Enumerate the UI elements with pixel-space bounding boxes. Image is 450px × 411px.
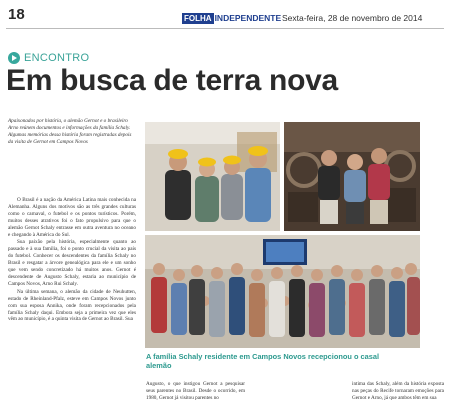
masthead-independente: INDEPENDENTE	[214, 13, 282, 23]
photo-family-group	[145, 235, 420, 348]
header-divider	[6, 28, 444, 29]
photo-hard-hats	[145, 122, 280, 231]
photo-machinery	[284, 122, 420, 231]
photo-machinery-image	[284, 122, 420, 231]
body-column-2: Augusto, o que instigou Gernot a pesquisar seus parentes no Brasil. Desde o ocorrido, em 1980, Gernot já visitou parentes no	[146, 381, 245, 401]
body-paragraph: Na última semana, o alemão da cidade de Neuhutten, estado de Rheinland-Pfalz, esteve em Campos Novos junto com sua esposa Annika, onde foram recepcionados pela família Schaly daqui. Embora seja a primeira vez que eles vêm ao município, é a quinta visita de Gernot ao Brasil. Sua	[8, 288, 136, 323]
lede: Apaixonados por história, o alemão Gernot e o brasileiro Arno reúnem documentos e informações da família Schaly. Algumas memórias dessa história foram registradas depois da visita de Gernot em Campos Novos	[8, 118, 132, 145]
body-paragraph: O Brasil é a nação da América Latina mais conhecida na Alemanha. Alguns dos motivos são as três grandes culturas como o carnaval, o futebol e os pontos turísticos. Porém, muitos desses atrativos foi o fato propulsivo para que o alemão Gernot Schaly entrasse em outra aventura no oceano e chegando à América do Sul.	[8, 197, 136, 238]
body-column-4: intima das Schaly, além da história exposta nas peças do Recife tornaram emoções para Gernot e Arno, já que ambos têm em sua	[352, 381, 444, 401]
page-number: 18	[8, 6, 25, 23]
section-label: ENCONTRO	[24, 52, 90, 64]
masthead-folha: FOLHA	[184, 14, 212, 23]
issue-date: Sexta-feira, 28 de novembro de 2014	[282, 13, 423, 23]
photo-family-group-image	[145, 235, 420, 348]
section-tag	[8, 52, 89, 64]
photo-caption: A família Schaly residente em Campos Novos recepcionou o casal alemão	[146, 352, 380, 371]
body-column-1	[8, 197, 136, 324]
headline: Em busca de terra nova	[6, 64, 338, 97]
page-header	[0, 0, 450, 32]
body-paragraph: Sua paixão pela história, especialmente quanto ao passado e à sua família, foi o ponto crucial da visita ao país do futebol. Conhecer os descendentes da família Schaly no Brasil e resgatar a árvore genealógica para ele e um sonho que vem sendo concretizado há muitos anos. Gernot é descendente de Augusto Schaly, estaria ao município de Campos Novos, Arno Rui Schaly.	[8, 239, 136, 287]
masthead-logo	[182, 13, 281, 24]
photo-hard-hats-image	[145, 122, 280, 231]
arrow-circle-icon	[8, 52, 20, 64]
